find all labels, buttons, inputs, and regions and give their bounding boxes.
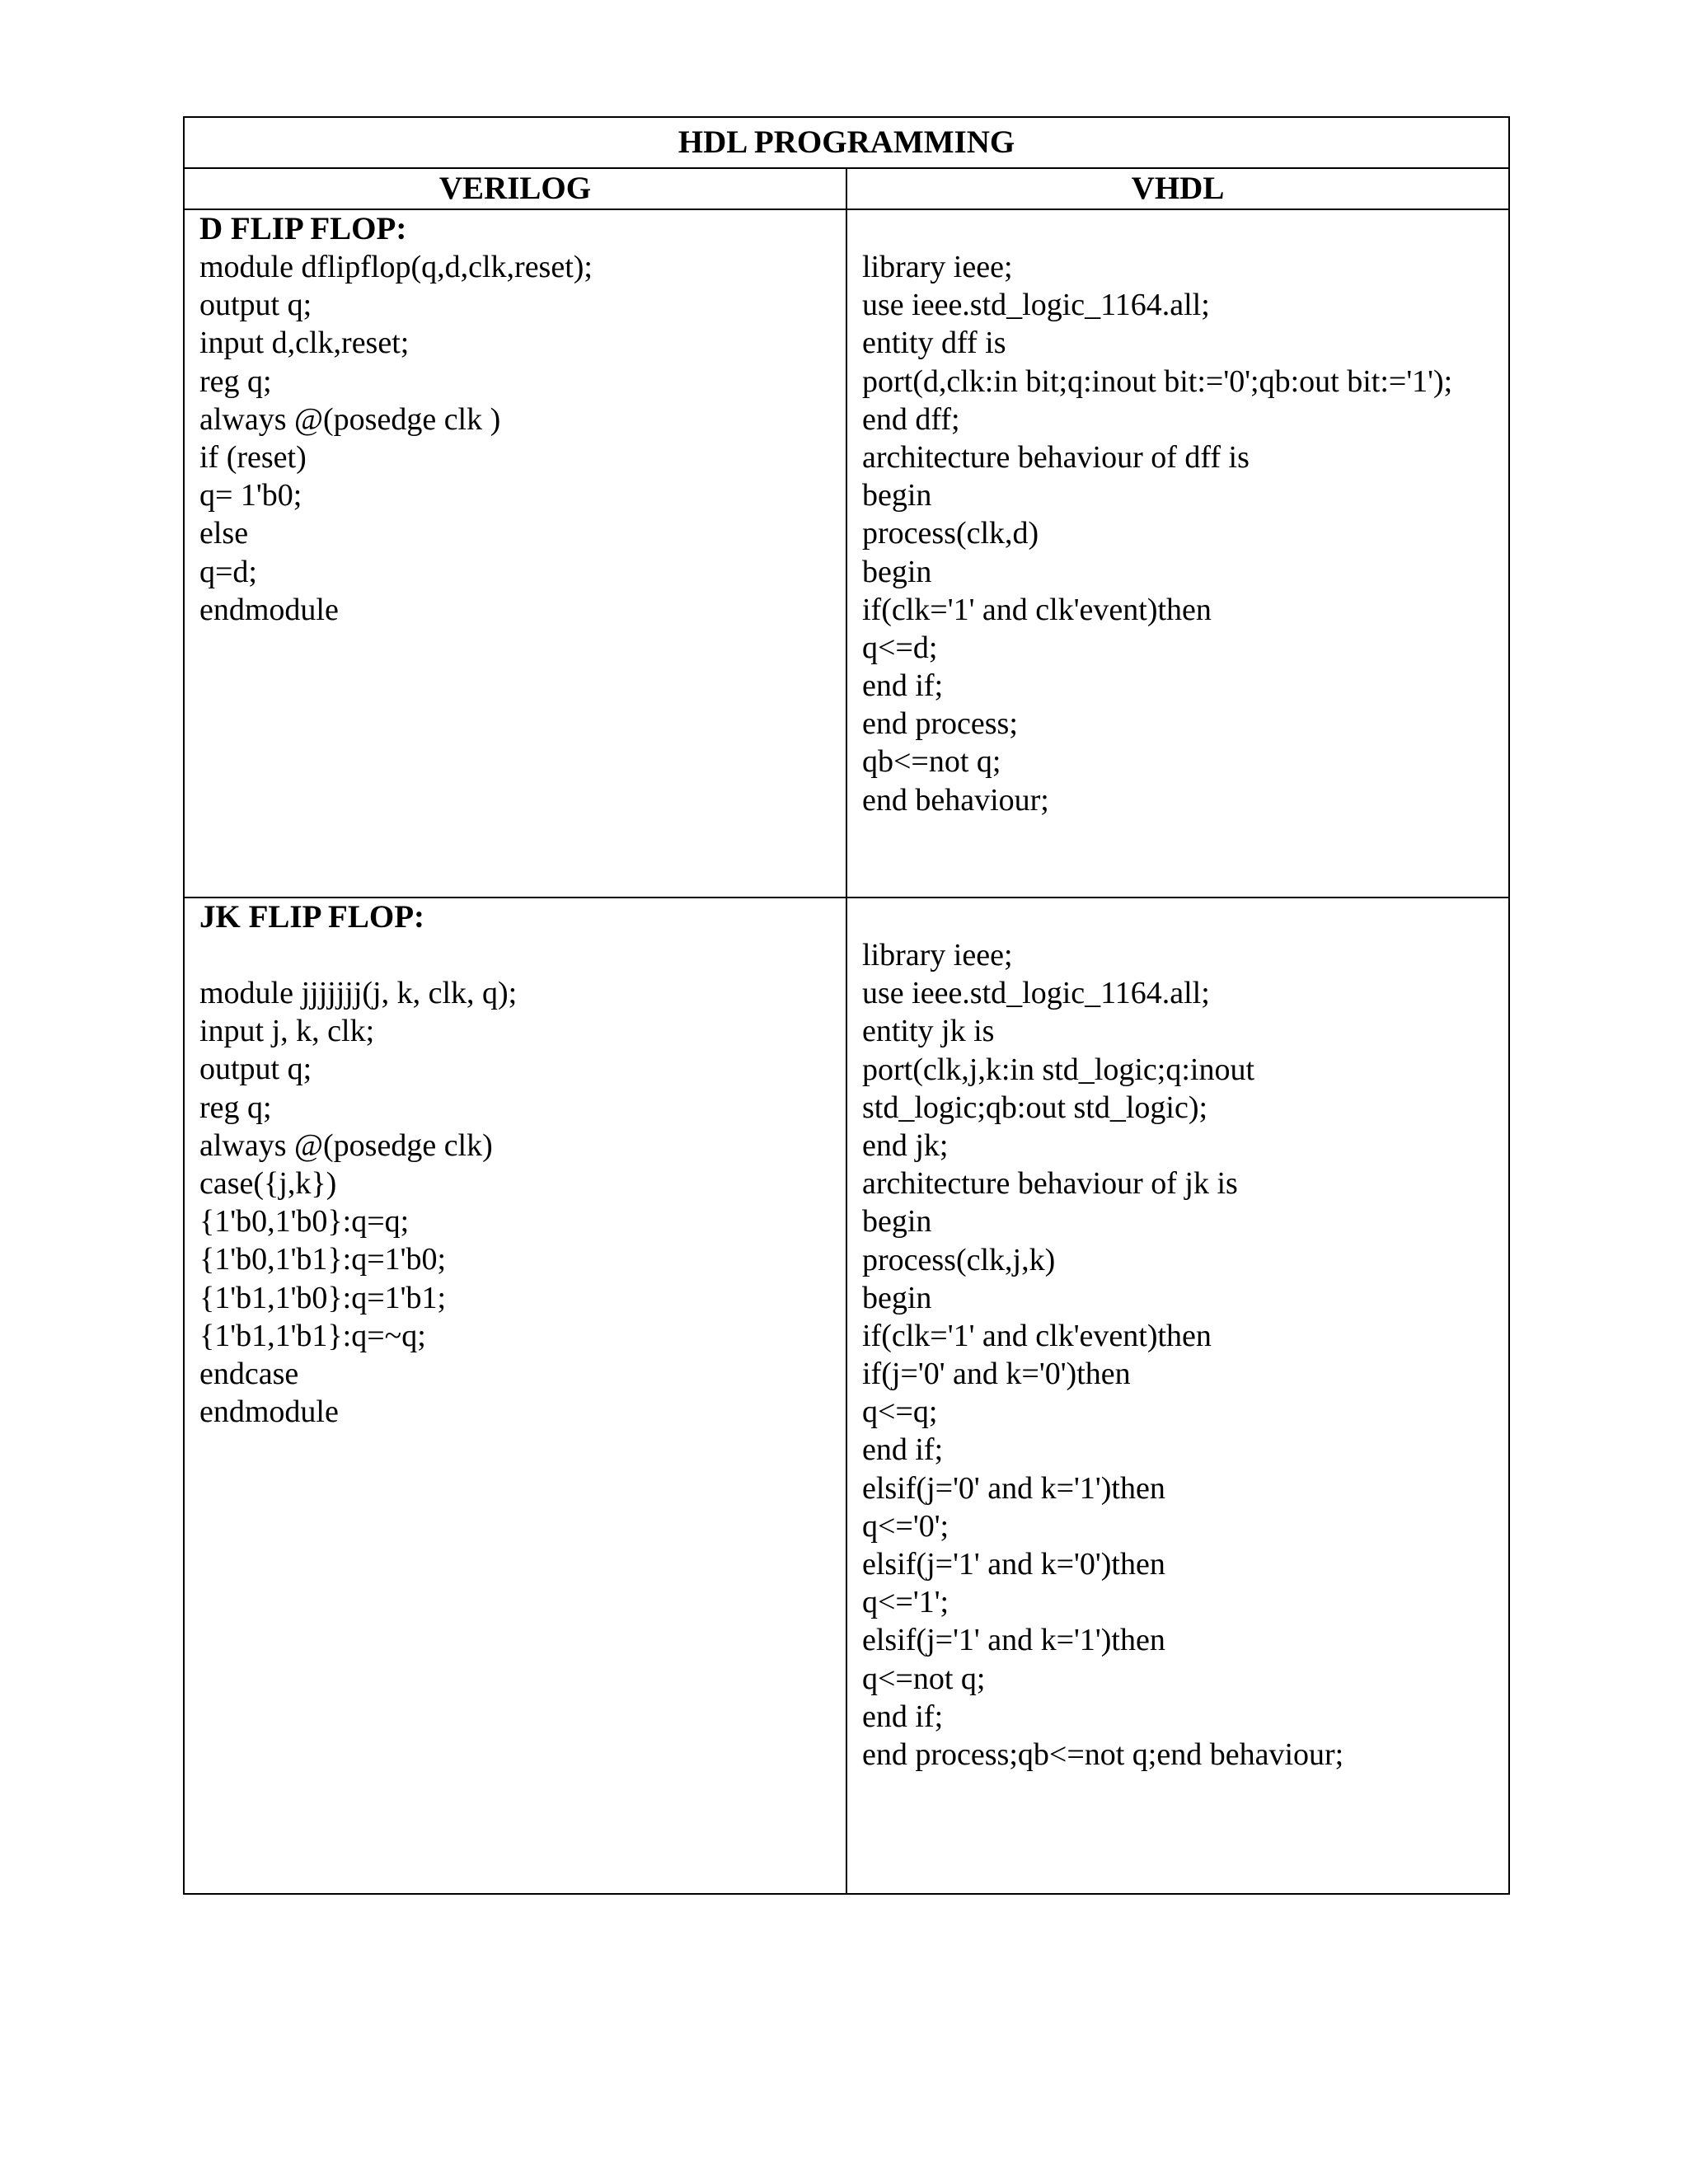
code-line: begin [862, 1280, 932, 1315]
d-flip-flop-row [184, 209, 1509, 898]
header-row [184, 168, 1509, 209]
code-line: {1'b0,1'b1}:q=1'b0; [199, 1242, 447, 1277]
code-line: end process; [862, 706, 1018, 742]
code-line: reg q; [199, 363, 272, 399]
jk-flip-flop-heading: JK FLIP FLOP: [199, 899, 424, 935]
d-flip-flop-vhdl-code [862, 248, 1508, 819]
code-line: port(d,clk:in bit;q:inout bit:='0';qb:out bit:='1'); [862, 363, 1453, 399]
verilog-column-header: VERILOG [184, 168, 846, 209]
code-line: if(clk='1' and clk'event)then [862, 592, 1212, 627]
code-line: {1'b0,1'b0}:q=q; [199, 1204, 410, 1240]
code-line: module dflipflop(q,d,clk,reset); [199, 250, 593, 284]
code-line: output q; [199, 1052, 312, 1087]
d-flip-flop-vhdl-spacer [862, 210, 1508, 248]
title-row [184, 117, 1509, 168]
code-line: output q; [199, 288, 312, 323]
code-line: elsif(j='1' and k='1')then [862, 1623, 1165, 1658]
code-line: end jk; [862, 1127, 949, 1163]
code-line: if(clk='1' and clk'event)then [862, 1318, 1212, 1353]
code-line: entity jk is [862, 1014, 995, 1049]
vhdl-column-header: VHDL [846, 168, 1509, 209]
code-line: begin [862, 554, 932, 589]
code-line: endcase [199, 1356, 299, 1391]
code-line: always @(posedge clk ) [199, 401, 501, 437]
code-line: reg q; [199, 1090, 272, 1125]
code-line: else [199, 516, 249, 551]
code-line: use ieee.std_logic_1164.all; [862, 976, 1210, 1011]
code-line: library ieee; [862, 250, 1013, 284]
code-line: endmodule [199, 1394, 339, 1430]
code-line: begin [862, 1204, 932, 1240]
code-line: case({j,k}) [199, 1165, 337, 1201]
jk-flip-flop-vhdl-cell [846, 898, 1509, 1894]
code-line: if (reset) [199, 439, 307, 475]
code-line: qb<=not q; [862, 744, 1001, 780]
jk-flip-flop-verilog-cell [184, 898, 846, 1894]
jk-flip-flop-vhdl-code [862, 936, 1508, 1774]
jk-flip-flop-vhdl-spacer [862, 898, 1508, 936]
code-line: input d,clk,reset; [199, 326, 410, 361]
code-line: q<=q; [862, 1394, 938, 1430]
d-flip-flop-verilog-cell [184, 209, 846, 898]
code-line: q= 1'b0; [199, 478, 302, 513]
code-line: if(j='0' and k='0')then [862, 1357, 1131, 1392]
d-flip-flop-vhdl-cell [846, 209, 1509, 898]
code-line: always @(posedge clk) [199, 1127, 493, 1163]
code-line: process(clk,j,k) [862, 1242, 1056, 1277]
jk-flip-flop-verilog-spacer [199, 936, 846, 974]
code-line: std_logic;qb:out std_logic); [862, 1090, 1208, 1125]
code-line: use ieee.std_logic_1164.all; [862, 288, 1210, 323]
d-flip-flop-verilog-code [199, 248, 846, 629]
code-line: begin [862, 478, 932, 513]
code-line: architecture behaviour of dff is [862, 439, 1250, 475]
code-line: process(clk,d) [862, 516, 1039, 551]
code-line: {1'b1,1'b0}:q=1'b1; [199, 1280, 447, 1315]
code-line: end if; [862, 1699, 944, 1734]
jk-flip-flop-verilog-code [199, 974, 846, 1431]
code-line: end if; [862, 1432, 944, 1468]
code-line: endmodule [199, 592, 339, 627]
code-line: q<='0'; [862, 1508, 950, 1544]
code-line: end dff; [862, 401, 960, 437]
code-line: end process;qb<=not q;end behaviour; [862, 1736, 1344, 1772]
code-line: elsif(j='0' and k='1')then [862, 1470, 1165, 1506]
hdl-programming-table [183, 116, 1510, 1895]
code-line: q<=not q; [862, 1661, 986, 1696]
code-line: q=d; [199, 554, 257, 589]
document-title: HDL PROGRAMMING [184, 117, 1509, 168]
code-line: q<=d; [862, 630, 938, 665]
code-line: input j, k, clk; [199, 1014, 375, 1049]
jk-flip-flop-row [184, 898, 1509, 1894]
code-line: architecture behaviour of jk is [862, 1166, 1238, 1202]
code-line: elsif(j='1' and k='0')then [862, 1547, 1165, 1582]
code-line: entity dff is [862, 326, 1006, 361]
d-flip-flop-heading: D FLIP FLOP: [199, 211, 407, 246]
code-line: end behaviour; [862, 782, 1049, 818]
code-line: library ieee; [862, 938, 1013, 972]
code-line: end if; [862, 668, 944, 704]
code-line: {1'b1,1'b1}:q=~q; [199, 1318, 426, 1353]
code-line: q<='1'; [862, 1585, 950, 1620]
code-line: module jjjjjjj(j, k, clk, q); [199, 976, 518, 1010]
code-line: port(clk,j,k:in std_logic;q:inout [862, 1052, 1255, 1087]
